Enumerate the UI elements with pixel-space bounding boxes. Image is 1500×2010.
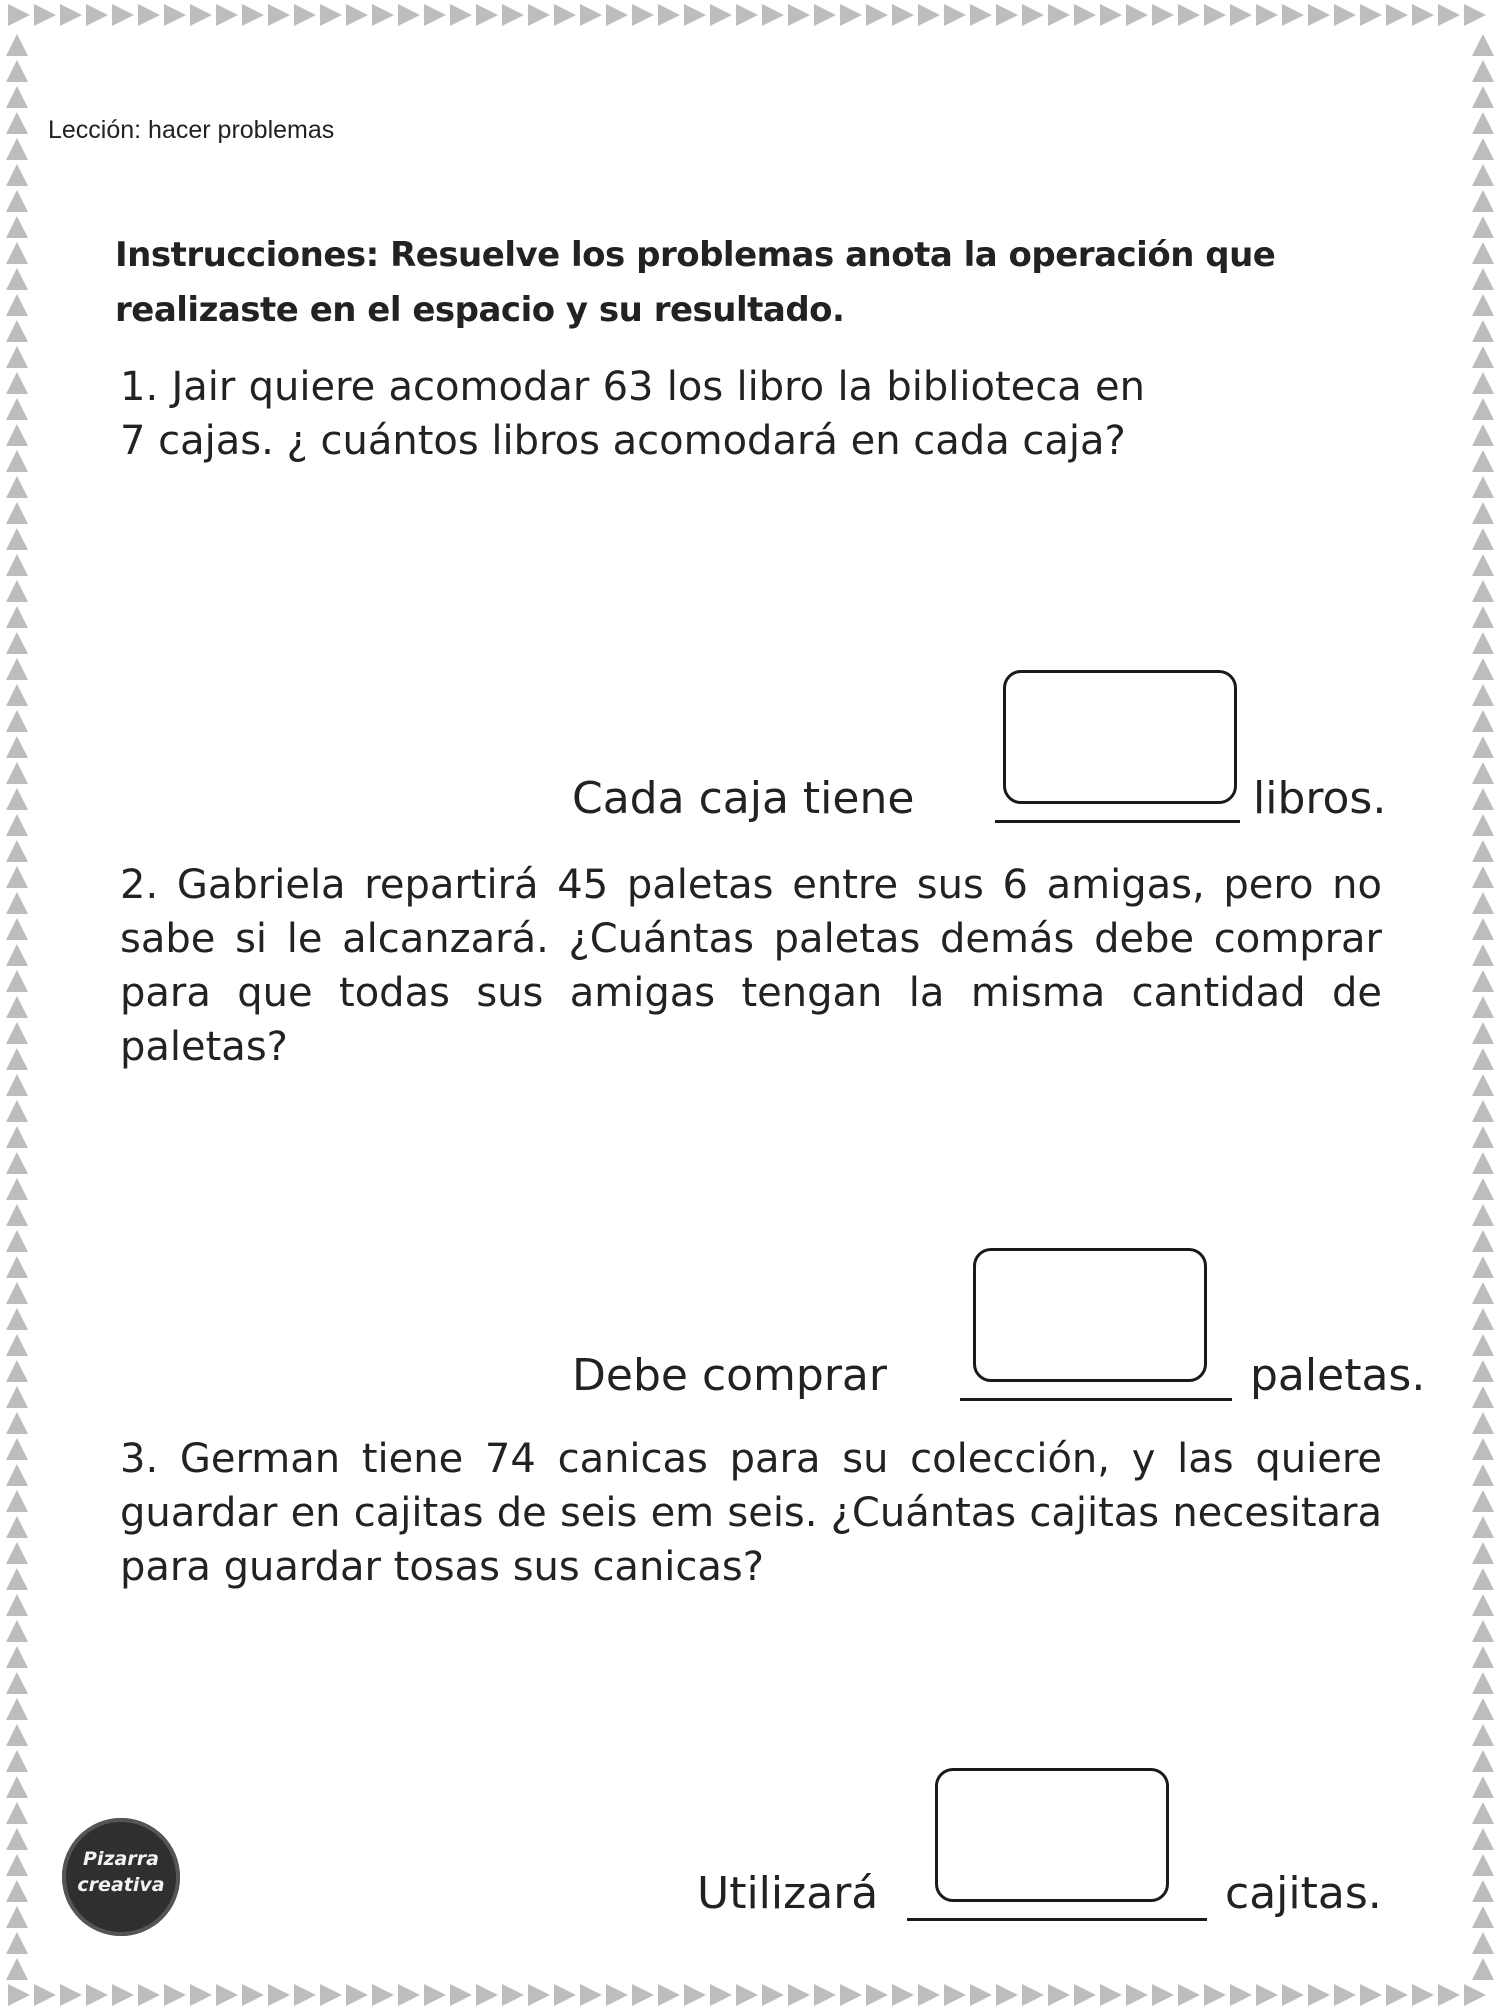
border-triangle: [6, 502, 28, 524]
border-triangle: [1472, 814, 1494, 836]
border-triangle: [6, 60, 28, 82]
border-triangle: [1464, 1984, 1486, 2006]
border-triangle: [6, 1256, 28, 1278]
border-triangle: [944, 1984, 966, 2006]
border-triangle: [320, 1984, 342, 2006]
border-triangle: [164, 4, 186, 26]
answer-2-label: Debe comprar: [572, 1350, 887, 1401]
border-triangle: [86, 4, 108, 26]
border-triangle: [736, 1984, 758, 2006]
border-triangle: [1152, 4, 1174, 26]
border-triangle: [1256, 4, 1278, 26]
answer-3-box[interactable]: [935, 1768, 1169, 1902]
border-triangle: [1472, 788, 1494, 810]
border-triangle: [6, 346, 28, 368]
border-triangle: [1472, 190, 1494, 212]
border-triangle: [1472, 866, 1494, 888]
border-triangle: [1472, 736, 1494, 758]
border-triangle: [6, 1464, 28, 1486]
border-triangle: [1472, 476, 1494, 498]
border-triangle: [684, 1984, 706, 2006]
border-triangle: [1472, 710, 1494, 732]
border-triangle: [268, 1984, 290, 2006]
border-triangle: [476, 4, 498, 26]
border-triangle: [6, 164, 28, 186]
border-triangle: [944, 4, 966, 26]
border-triangle: [1472, 1724, 1494, 1746]
border-triangle: [6, 112, 28, 134]
border-triangle: [1472, 1490, 1494, 1512]
border-triangle: [788, 1984, 810, 2006]
border-triangle: [1472, 1022, 1494, 1044]
border-triangle: [6, 918, 28, 940]
border-triangle: [1472, 372, 1494, 394]
border-triangle: [1100, 4, 1122, 26]
border-triangle: [6, 138, 28, 160]
border-triangle: [1412, 4, 1434, 26]
border-triangle: [1126, 1984, 1148, 2006]
border-triangle: [788, 4, 810, 26]
border-triangle: [6, 970, 28, 992]
border-triangle: [60, 1984, 82, 2006]
border-triangle: [1472, 1126, 1494, 1148]
border-triangle: [1472, 840, 1494, 862]
border-triangle: [6, 684, 28, 706]
border-triangle: [6, 762, 28, 784]
border-triangle: [1022, 4, 1044, 26]
border-triangle: [6, 1334, 28, 1356]
border-triangle: [814, 4, 836, 26]
border-triangle: [476, 1984, 498, 2006]
border-triangle: [1334, 4, 1356, 26]
border-triangle: [6, 1542, 28, 1564]
answer-3-unit: cajitas.: [1225, 1868, 1382, 1919]
border-triangle: [1472, 606, 1494, 628]
answer-3-line[interactable]: [907, 1918, 1207, 1921]
problem-1-text: 1. Jair quiere acomodar 63 los libro la biblioteca en 7 cajas. ¿ cuántos libros acomodará en cada caja?: [120, 364, 1145, 464]
border-triangle: [1472, 138, 1494, 160]
border-triangle: [6, 1490, 28, 1512]
border-triangle: [1282, 1984, 1304, 2006]
border-triangle: [1472, 1646, 1494, 1668]
border-triangle: [34, 4, 56, 26]
border-triangle: [6, 1880, 28, 1902]
border-triangle: [1308, 1984, 1330, 2006]
border-triangle: [6, 1386, 28, 1408]
border-triangle: [1048, 4, 1070, 26]
border-triangle: [6, 1022, 28, 1044]
border-triangle: [632, 4, 654, 26]
border-triangle: [1282, 4, 1304, 26]
border-triangle: [242, 1984, 264, 2006]
border-triangle: [6, 1750, 28, 1772]
border-triangle: [1022, 1984, 1044, 2006]
border-triangle: [6, 320, 28, 342]
border-triangle: [1386, 4, 1408, 26]
border-triangle: [1472, 60, 1494, 82]
border-triangle: [294, 1984, 316, 2006]
border-triangle: [112, 4, 134, 26]
problem-3-text: 3. German tiene 74 canicas para su colección, y las quiere guardar en cajitas de seis em seis. ¿Cuántas cajitas necesitara para guardar tosas sus canicas?: [120, 1436, 1382, 1590]
border-triangle: [450, 4, 472, 26]
border-triangle: [6, 1204, 28, 1226]
answer-2-box[interactable]: [973, 1248, 1207, 1382]
border-triangle: [6, 1360, 28, 1382]
border-triangle: [528, 4, 550, 26]
border-triangle: [6, 736, 28, 758]
answer-1-box[interactable]: [1003, 670, 1237, 804]
border-triangle: [1472, 1386, 1494, 1408]
border-triangle: [6, 554, 28, 576]
border-triangle: [866, 1984, 888, 2006]
border-triangle: [1334, 1984, 1356, 2006]
border-triangle: [6, 1646, 28, 1668]
border-triangle: [1472, 1074, 1494, 1096]
border-triangle: [1472, 944, 1494, 966]
border-triangle: [1412, 1984, 1434, 2006]
border-triangle: [6, 1906, 28, 1928]
border-triangle: [6, 1958, 28, 1980]
border-triangle: [6, 1048, 28, 1070]
border-triangle: [6, 1672, 28, 1694]
border-triangle: [6, 1594, 28, 1616]
border-triangle: [268, 4, 290, 26]
border-triangle: [6, 892, 28, 914]
border-triangle: [1126, 4, 1148, 26]
border-triangle: [450, 1984, 472, 2006]
border-triangle: [190, 4, 212, 26]
border-triangle: [892, 4, 914, 26]
border-triangle: [1472, 554, 1494, 576]
border-triangle: [1472, 1802, 1494, 1824]
border-triangle: [970, 1984, 992, 2006]
border-triangle: [1472, 1542, 1494, 1564]
border-triangle: [6, 1828, 28, 1850]
border-triangle: [6, 1178, 28, 1200]
answer-2-line[interactable]: [960, 1398, 1232, 1401]
border-triangle: [528, 1984, 550, 2006]
border-triangle: [1256, 1984, 1278, 2006]
border-triangle: [1100, 1984, 1122, 2006]
border-triangle: [1472, 658, 1494, 680]
border-triangle: [294, 4, 316, 26]
border-triangle: [1230, 1984, 1252, 2006]
border-triangle: [6, 424, 28, 446]
border-triangle: [6, 1698, 28, 1720]
border-triangle: [762, 4, 784, 26]
border-triangle: [6, 1620, 28, 1642]
border-triangle: [1360, 4, 1382, 26]
border-triangle: [1472, 684, 1494, 706]
border-triangle: [6, 86, 28, 108]
border-triangle: [6, 1308, 28, 1330]
border-triangle: [1178, 4, 1200, 26]
border-triangle: [684, 4, 706, 26]
border-triangle: [1472, 268, 1494, 290]
border-triangle: [736, 4, 758, 26]
border-triangle: [1472, 1152, 1494, 1174]
border-triangle: [1472, 346, 1494, 368]
border-triangle: [1472, 1672, 1494, 1694]
border-triangle: [1472, 112, 1494, 134]
border-triangle: [346, 1984, 368, 2006]
border-triangle: [1472, 1854, 1494, 1876]
border-triangle: [6, 1126, 28, 1148]
border-triangle: [242, 4, 264, 26]
border-triangle: [1204, 1984, 1226, 2006]
border-triangle: [1472, 970, 1494, 992]
border-triangle: [6, 710, 28, 732]
border-triangle: [138, 4, 160, 26]
border-triangle: [1472, 1516, 1494, 1538]
border-triangle: [1438, 1984, 1460, 2006]
border-triangle: [710, 4, 732, 26]
border-triangle: [34, 1984, 56, 2006]
border-triangle: [1308, 4, 1330, 26]
border-triangle: [1472, 1880, 1494, 1902]
border-triangle: [6, 1152, 28, 1174]
border-triangle: [840, 1984, 862, 2006]
border-triangle: [1048, 1984, 1070, 2006]
border-triangle: [1472, 918, 1494, 940]
border-triangle: [372, 1984, 394, 2006]
border-triangle: [658, 4, 680, 26]
border-triangle: [1472, 1230, 1494, 1252]
border-triangle: [1152, 1984, 1174, 2006]
border-triangle: [1472, 1178, 1494, 1200]
border-triangle: [6, 476, 28, 498]
border-triangle: [6, 658, 28, 680]
border-triangle: [1472, 996, 1494, 1018]
border-triangle: [6, 34, 28, 56]
border-triangle: [6, 216, 28, 238]
border-triangle: [1472, 1308, 1494, 1330]
border-triangle: [580, 1984, 602, 2006]
border-triangle: [1472, 1360, 1494, 1382]
border-triangle: [1464, 4, 1486, 26]
border-triangle: [1230, 4, 1252, 26]
border-triangle: [1472, 502, 1494, 524]
border-triangle: [6, 1802, 28, 1824]
border-triangle: [1472, 1282, 1494, 1304]
border-triangle: [6, 398, 28, 420]
border-triangle: [1472, 1620, 1494, 1642]
border-triangle: [1472, 1256, 1494, 1278]
border-triangle: [6, 294, 28, 316]
border-triangle: [86, 1984, 108, 2006]
border-triangle: [502, 1984, 524, 2006]
border-triangle: [216, 4, 238, 26]
border-triangle: [1472, 242, 1494, 264]
border-triangle: [6, 1854, 28, 1876]
border-triangle: [8, 1984, 30, 2006]
border-triangle: [372, 4, 394, 26]
border-triangle: [970, 4, 992, 26]
border-triangle: [1472, 580, 1494, 602]
border-triangle: [606, 4, 628, 26]
border-triangle: [216, 1984, 238, 2006]
border-triangle: [918, 4, 940, 26]
border-triangle: [892, 1984, 914, 2006]
border-triangle: [1472, 1958, 1494, 1980]
border-triangle: [6, 268, 28, 290]
border-triangle: [6, 450, 28, 472]
border-triangle: [1472, 528, 1494, 550]
border-triangle: [60, 4, 82, 26]
border-triangle: [1472, 398, 1494, 420]
border-triangle: [1472, 892, 1494, 914]
border-triangle: [1472, 34, 1494, 56]
border-triangle: [502, 4, 524, 26]
border-triangle: [6, 1516, 28, 1538]
border-triangle: [6, 840, 28, 862]
border-triangle: [866, 4, 888, 26]
border-triangle: [1360, 1984, 1382, 2006]
answer-1-unit: libros.: [1253, 773, 1387, 824]
answer-1-label: Cada caja tiene: [572, 773, 915, 824]
border-triangle: [658, 1984, 680, 2006]
answer-1-line[interactable]: [995, 820, 1240, 823]
border-triangle: [6, 996, 28, 1018]
border-triangle: [6, 1438, 28, 1460]
border-triangle: [6, 528, 28, 550]
border-triangle: [918, 1984, 940, 2006]
border-triangle: [554, 1984, 576, 2006]
border-triangle: [1386, 1984, 1408, 2006]
border-triangle: [1472, 1464, 1494, 1486]
border-triangle: [6, 372, 28, 394]
border-triangle: [762, 1984, 784, 2006]
lesson-title: Lección: hacer problemas: [48, 116, 335, 144]
border-triangle: [8, 4, 30, 26]
border-triangle: [1472, 632, 1494, 654]
border-triangle: [1472, 762, 1494, 784]
border-triangle: [554, 4, 576, 26]
border-triangle: [6, 580, 28, 602]
border-triangle: [1472, 1204, 1494, 1226]
border-triangle: [1472, 1750, 1494, 1772]
border-triangle: [1472, 1412, 1494, 1434]
border-triangle: [1472, 216, 1494, 238]
border-triangle: [6, 944, 28, 966]
border-triangle: [320, 4, 342, 26]
border-triangle: [6, 1776, 28, 1798]
border-triangle: [1472, 1828, 1494, 1850]
border-triangle: [1472, 1906, 1494, 1928]
border-triangle: [6, 242, 28, 264]
border-triangle: [1472, 1048, 1494, 1070]
border-triangle: [1472, 86, 1494, 108]
border-triangle: [710, 1984, 732, 2006]
border-triangle: [6, 1568, 28, 1590]
border-triangle: [1438, 4, 1460, 26]
border-triangle: [632, 1984, 654, 2006]
border-triangle: [346, 4, 368, 26]
border-triangle: [1472, 1932, 1494, 1954]
border-triangle: [1204, 4, 1226, 26]
border-triangle: [1472, 1568, 1494, 1590]
problem-2-text: 2. Gabriela repartirá 45 paletas entre sus 6 amigas, pero no sabe si le alcanzará. ¿Cuántas paletas demás debe comprar para que todas sus amigas tengan la misma cantidad de paletas?: [120, 862, 1382, 1070]
logo-text-line1: Pizarra: [83, 1848, 159, 1870]
border-triangle: [1472, 1698, 1494, 1720]
border-triangle: [6, 1230, 28, 1252]
border-triangle: [1074, 4, 1096, 26]
border-triangle: [138, 1984, 160, 2006]
border-triangle: [1472, 1594, 1494, 1616]
border-triangle: [6, 190, 28, 212]
border-triangle: [6, 1282, 28, 1304]
border-triangle: [398, 1984, 420, 2006]
border-triangle: [6, 814, 28, 836]
answer-2-unit: paletas.: [1250, 1350, 1426, 1401]
logo-text-line2: creativa: [77, 1874, 165, 1896]
border-triangle: [1472, 1334, 1494, 1356]
border-triangle: [1074, 1984, 1096, 2006]
border-triangle: [6, 1100, 28, 1122]
border-triangle: [6, 1074, 28, 1096]
instructions-heading: Instrucciones: Resuelve los problemas anota la operación que realizaste en el espacio y su resultado.: [115, 235, 1276, 330]
border-triangle: [1472, 164, 1494, 186]
border-triangle: [6, 1932, 28, 1954]
border-triangle: [424, 4, 446, 26]
border-triangle: [1472, 1438, 1494, 1460]
border-triangle: [1178, 1984, 1200, 2006]
border-triangle: [1472, 320, 1494, 342]
border-triangle: [840, 4, 862, 26]
border-triangle: [6, 1412, 28, 1434]
border-triangle: [6, 788, 28, 810]
border-triangle: [996, 4, 1018, 26]
answer-3-label: Utilizará: [697, 1868, 879, 1919]
pizarra-creativa-logo: [62, 1818, 180, 1936]
border-triangle: [424, 1984, 446, 2006]
border-triangle: [164, 1984, 186, 2006]
border-triangle: [814, 1984, 836, 2006]
border-triangle: [606, 1984, 628, 2006]
border-triangle: [6, 866, 28, 888]
border-triangle: [1472, 424, 1494, 446]
border-triangle: [996, 1984, 1018, 2006]
border-triangle: [580, 4, 602, 26]
border-triangle: [6, 606, 28, 628]
border-triangle: [1472, 1776, 1494, 1798]
border-triangle: [190, 1984, 212, 2006]
border-triangle: [1472, 1100, 1494, 1122]
border-triangle: [1472, 294, 1494, 316]
border-triangle: [398, 4, 420, 26]
border-triangle: [1472, 450, 1494, 472]
border-triangle: [6, 1724, 28, 1746]
border-triangle: [6, 632, 28, 654]
border-triangle: [112, 1984, 134, 2006]
